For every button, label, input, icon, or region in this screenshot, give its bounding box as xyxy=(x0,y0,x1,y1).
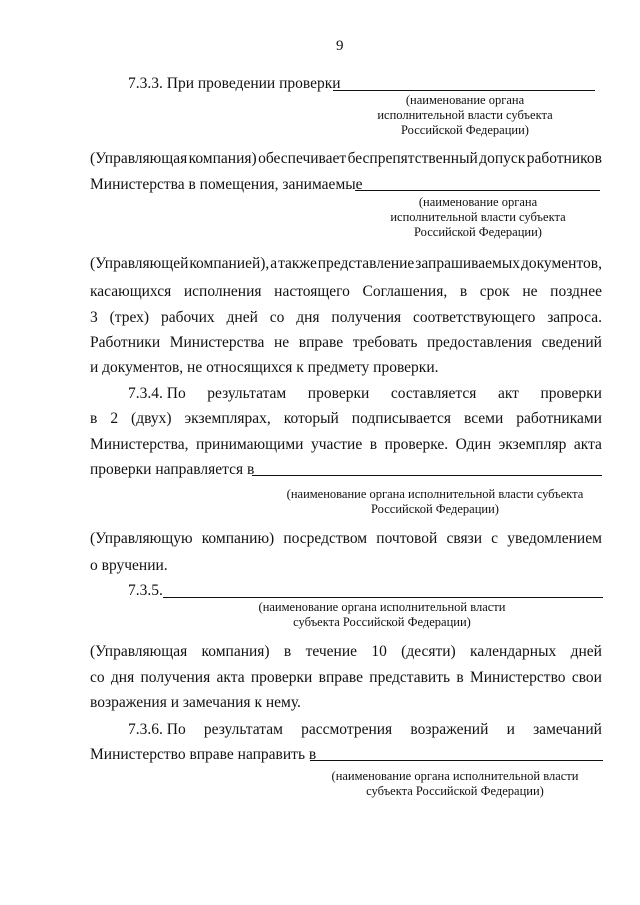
word: дней xyxy=(226,309,258,326)
word: компания) xyxy=(188,150,257,167)
word: требовать xyxy=(352,334,418,351)
word: (трех) xyxy=(109,309,150,326)
word: не xyxy=(273,334,290,351)
word: (десяти) xyxy=(401,643,456,660)
word: участие xyxy=(310,436,363,453)
word: проверке. xyxy=(384,436,449,453)
blank-caption xyxy=(232,600,532,630)
word: почтовой xyxy=(376,530,438,547)
word: дня xyxy=(110,669,135,686)
paragraph-line: Министерства в помещения, занимаемые xyxy=(90,176,363,193)
word: всеми xyxy=(464,410,504,427)
paragraph-line: и документов, не относящихся к предмету проверки. xyxy=(90,359,439,376)
word: в xyxy=(456,669,464,686)
word: компания) xyxy=(201,643,270,660)
word: подписывается xyxy=(351,410,452,427)
blank-caption xyxy=(345,93,585,138)
word: со xyxy=(90,669,105,686)
word: 10 xyxy=(371,643,387,660)
word: настоящего xyxy=(274,283,350,300)
word: принимающими xyxy=(196,436,304,453)
caption-line: субъекта Российской Федерации) xyxy=(366,784,544,798)
caption-line: Российской Федерации) xyxy=(371,502,499,516)
word: дня xyxy=(296,309,320,326)
caption-line: (наименование органа xyxy=(418,195,538,209)
word: с xyxy=(491,530,499,547)
caption-line: исполнительной власти субъекта xyxy=(377,108,553,122)
caption-line: исполнительной власти субъекта xyxy=(390,210,566,224)
blank-line xyxy=(163,597,603,598)
word: рабочих xyxy=(160,309,215,326)
word: компанией), xyxy=(189,255,270,272)
caption-line: Российской Федерации) xyxy=(414,225,542,239)
blank-line xyxy=(355,190,600,191)
paragraph-line xyxy=(128,721,602,739)
paragraph-line: о вручении. xyxy=(90,557,168,574)
word: Один xyxy=(455,436,492,453)
word: компанию) xyxy=(201,530,275,547)
paragraph-line xyxy=(128,385,602,403)
word: срок xyxy=(479,283,510,300)
paragraph-line xyxy=(90,309,602,327)
word: получения xyxy=(140,669,211,686)
word: (Управляющей xyxy=(90,255,189,272)
word: исполнения xyxy=(183,283,262,300)
paragraph-line xyxy=(90,410,602,428)
word: дней xyxy=(570,643,602,660)
word: сведений xyxy=(541,334,602,351)
word: допуск xyxy=(479,150,526,167)
word: беспрепятственный xyxy=(347,150,478,167)
clause-7-3-3-intro: 7.3.3. При проведении проверки xyxy=(128,75,341,92)
caption-line: (наименование органа исполнительной власти субъекта xyxy=(286,487,584,501)
word: не xyxy=(522,283,538,300)
word: Соглашения, xyxy=(362,283,448,300)
word: результатам xyxy=(207,385,287,402)
word: вправе xyxy=(318,669,363,686)
word: вправе xyxy=(298,334,344,351)
paragraph-line xyxy=(90,436,602,454)
word: в xyxy=(283,643,292,660)
word: экземпляр xyxy=(498,436,567,453)
word: результатам xyxy=(203,721,283,738)
word: (Управляющая xyxy=(90,150,188,167)
word: касающихся xyxy=(90,283,172,300)
blank-caption xyxy=(310,769,600,799)
word: проверки xyxy=(307,385,370,402)
word: также xyxy=(278,255,317,272)
paragraph-line: возражения и замечания к нему. xyxy=(90,694,301,711)
word: 2 xyxy=(110,410,119,427)
word: запроса. xyxy=(547,309,602,326)
blank-line xyxy=(252,475,602,476)
word: проверки xyxy=(540,385,602,402)
word: акт xyxy=(497,385,519,402)
word: акта xyxy=(573,436,602,453)
caption-line: (наименование органа исполнительной власти xyxy=(331,769,579,783)
paragraph-line xyxy=(90,255,602,273)
word: замечаний xyxy=(533,721,602,738)
word: связи xyxy=(446,530,483,547)
word: (двух) xyxy=(131,410,172,427)
word: Министерства, xyxy=(90,436,189,453)
word: свои xyxy=(571,669,602,686)
word: а xyxy=(270,255,278,272)
caption-line: субъекта Российской Федерации) xyxy=(293,615,471,629)
paragraph-line xyxy=(90,643,602,661)
word: составляется xyxy=(390,385,477,402)
word: Министерства xyxy=(169,334,265,351)
word: со xyxy=(269,309,285,326)
word: получения xyxy=(331,309,402,326)
paragraph-line xyxy=(90,530,602,548)
word: представление xyxy=(317,255,415,272)
blank-line xyxy=(310,760,603,761)
paragraph-line: Министерство вправе направить в xyxy=(90,746,317,763)
word: Работники xyxy=(90,334,161,351)
word: экземплярах, xyxy=(184,410,271,427)
word: 3 xyxy=(90,309,98,326)
word: в xyxy=(90,410,98,427)
word: соответствующего xyxy=(413,309,536,326)
blank-caption xyxy=(265,487,605,517)
word: представить xyxy=(369,669,451,686)
word: и xyxy=(506,721,515,738)
word: календарных xyxy=(470,643,557,660)
word: 7.3.6. По xyxy=(128,721,186,738)
word: (Управляющая xyxy=(90,643,188,660)
paragraph-line xyxy=(90,150,602,168)
word: в xyxy=(369,436,378,453)
word: предоставления xyxy=(427,334,532,351)
paragraph-line xyxy=(90,669,602,687)
word: возражений xyxy=(410,721,489,738)
page-number: 9 xyxy=(336,38,344,54)
word: 7.3.4. По xyxy=(128,385,186,402)
paragraph-line xyxy=(90,283,602,301)
word: работников xyxy=(526,150,602,167)
caption-line: Российской Федерации) xyxy=(401,123,529,137)
word: обеспечивает xyxy=(258,150,347,167)
word: Министерство xyxy=(469,669,566,686)
paragraph-line: проверки направляется в xyxy=(90,461,255,478)
word: посредством xyxy=(283,530,368,547)
word: рассмотрения xyxy=(301,721,393,738)
caption-line: (наименование органа исполнительной власти xyxy=(258,600,506,614)
word: (Управляющую xyxy=(90,530,193,547)
word: позднее xyxy=(550,283,602,300)
blank-line xyxy=(333,90,595,91)
clause-7-3-5-intro: 7.3.5. xyxy=(128,582,163,599)
word: уведомлением xyxy=(507,530,602,547)
word: акта xyxy=(216,669,245,686)
paragraph-line xyxy=(90,334,602,352)
word: течение xyxy=(305,643,357,660)
word: проверки xyxy=(250,669,313,686)
caption-line: (наименование органа xyxy=(405,93,525,107)
blank-caption xyxy=(358,195,598,240)
word: в xyxy=(459,283,468,300)
word: документов, xyxy=(520,255,602,272)
word: который xyxy=(283,410,339,427)
word: работниками xyxy=(516,410,602,427)
word: запрашиваемых xyxy=(415,255,521,272)
